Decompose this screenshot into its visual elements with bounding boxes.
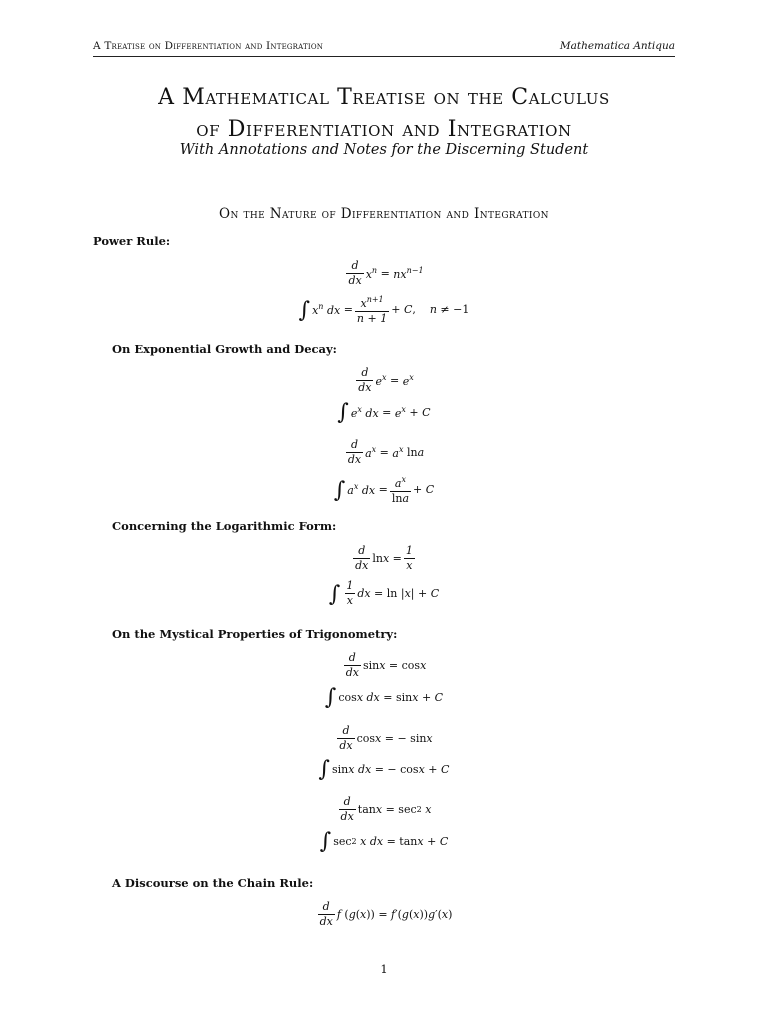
heading-logarithmic: Concerning the Logarithmic Form: (112, 519, 337, 533)
equation-sec2-integral: ∫ sec 2 x dx = tan x + C (319, 829, 449, 854)
equation-sin-integral: ∫ sin x dx = − cos x + C (318, 757, 450, 782)
equation-chain-rule: $\frac{d}{dx}$ f ( g ( x )) = f ′( g ( x )) g ′( x ) (319, 900, 453, 928)
document-subtitle: With Annotations and Notes for the Discerning Student (179, 142, 589, 158)
equation-ln-integral: ∫ $\frac{1}{x}$ dx = ln | x | + C (328, 579, 440, 607)
equation-tan-derivative: $\frac{d}{dx}$ tan x = sec 2 x (340, 795, 432, 823)
equation-ax-integral: ∫ $a^x$ dx = $\frac{a^x}{\ln a}$ + C (333, 475, 435, 505)
running-header (93, 40, 675, 57)
equation-sin-derivative: $\frac{d}{dx}$ sin x = cos x (345, 651, 427, 679)
document-title-line2: of Differentiation and Integration (196, 117, 572, 142)
equation-exp-derivative: $\frac{d}{dx}$ $e^x$ = $e^x$ (358, 366, 414, 394)
heading-exponential: On Exponential Growth and Decay: (112, 342, 337, 356)
equation-cos-derivative: $\frac{d}{dx}$ cos x = − sin x (339, 724, 433, 752)
document-title-line1: A Mathematical Treatise on the Calculus (158, 85, 610, 110)
heading-power-rule: Power Rule: (93, 234, 171, 248)
heading-chain-rule: A Discourse on the Chain Rule: (112, 876, 314, 890)
running-header-journal: Mathematica Antiqua (559, 40, 675, 52)
equation-power-integral: ∫ $x^n$ dx = $\frac{x^{n+1}}{n + 1}$ + C , n ≠ −1 (298, 295, 470, 325)
equation-cos-integral: ∫ cos x dx = sin x + C (324, 685, 444, 710)
equation-ax-derivative: $\frac{d}{dx}$ $a^x$ = $a^x$ ln a (347, 438, 425, 466)
heading-trigonometry: On the Mystical Properties of Trigonometry: (112, 627, 398, 641)
equation-exp-integral: ∫ $e^x$ dx = $e^x$ + C (337, 400, 431, 425)
running-header-title: A Treatise on Differentiation and Integration (93, 40, 324, 52)
equation-ln-derivative: $\frac{d}{dx}$ ln x = $\frac{1}{x}$ (355, 544, 413, 572)
page-number: 1 (380, 962, 388, 976)
section-title: On the Nature of Differentiation and Integration (219, 206, 549, 222)
document-title (60, 82, 708, 146)
equation-power-derivative: $\frac{d}{dx}$ $x^n$ = $nx^{n-1}$ (348, 259, 424, 287)
